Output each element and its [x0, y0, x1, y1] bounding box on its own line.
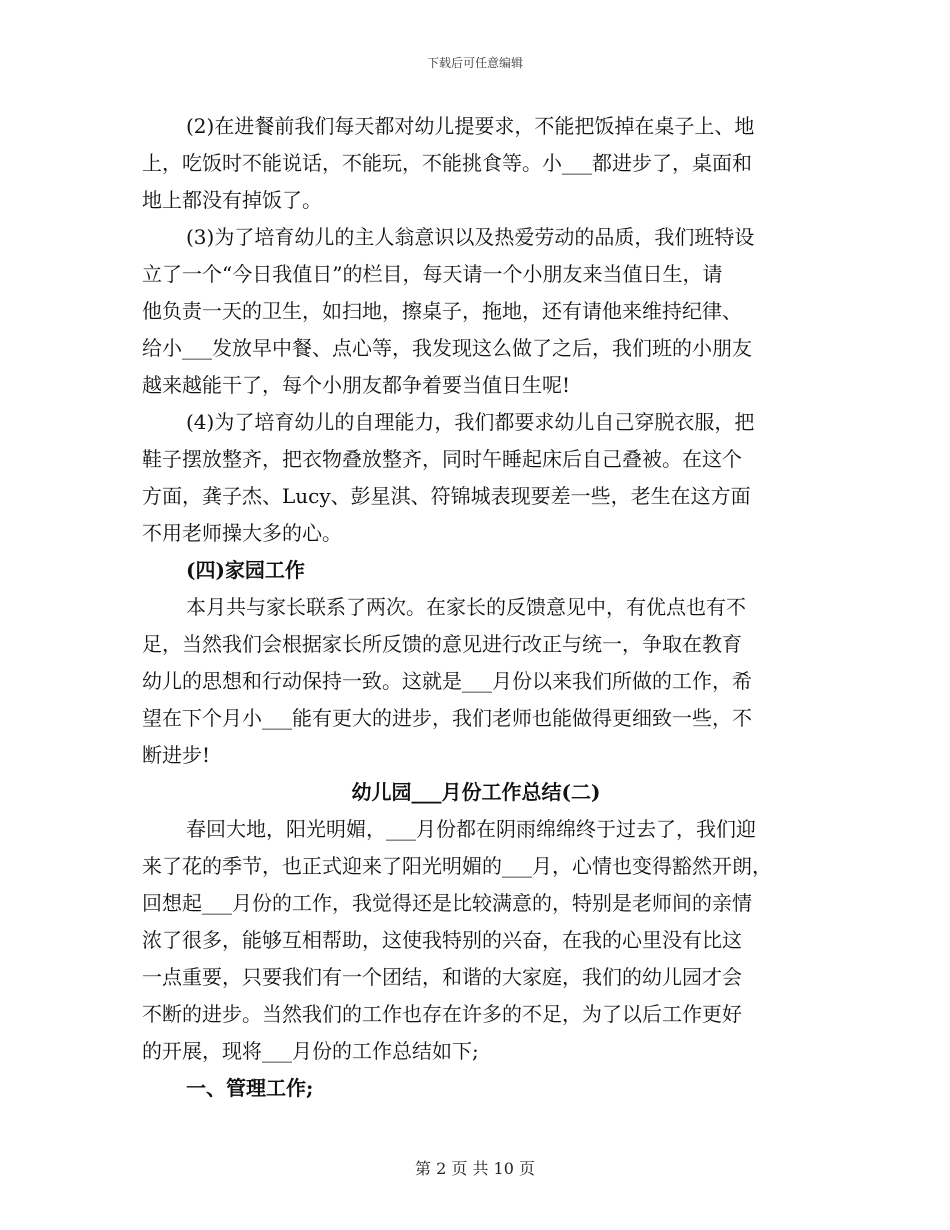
header-note: 下载后可任意编辑: [426, 56, 523, 70]
paragraph-line: 的开展，现将___月份的工作总结如下;: [142, 1039, 479, 1063]
paragraph-line: 望在下个月小___能有更大的进步，我们老师也能做得更细致一些，不: [142, 706, 752, 730]
paragraph-line: (4)为了培育幼儿的自理能力，我们都要求幼儿自己穿脱衣服，把: [186, 410, 755, 434]
paragraph-line: 幼儿的思想和行动保持一致。这就是___月份以来我们所做的工作，希: [142, 669, 752, 693]
paragraph-line: 足，当然我们会根据家长所反馈的意见进行改正与统一，争取在教育: [142, 632, 742, 656]
paragraph-line: 鞋子摆放整齐，把衣物叠放整齐，同时午睡起床后自己叠被。在这个: [142, 447, 742, 471]
paragraph-line: 一点重要，只要我们有一个团结，和谐的大家庭，我们的幼儿园才会: [142, 965, 742, 989]
paragraph-line: 给小___发放早中餐、点心等，我发现这么做了之后，我们班的小朋友: [142, 336, 752, 360]
paragraph-line: 越来越能干了，每个小朋友都争着要当值日生呢!: [142, 373, 571, 397]
document-body: [142, 108, 810, 1107]
paragraph-line: 浓了很多，能够互相帮助，这使我特别的兴奋，在我的心里没有比这: [142, 928, 742, 952]
paragraph-line: (2)在进餐前我们每天都对幼儿提要求，不能把饭掉在桌子上、地: [186, 114, 755, 138]
paragraph-line: 回想起___月份的工作，我觉得还是比较满意的，特别是老师间的亲情: [142, 891, 752, 915]
paragraph-line: 上，吃饭时不能说话，不能玩，不能挑食等。小___都进步了，桌面和: [142, 151, 752, 175]
paragraph-line: 不断的进步。当然我们的工作也存在许多的不足，为了以后工作更好: [142, 1002, 742, 1026]
paragraph-line: 春回大地，阳光明媚，___月份都在阴雨绵绵终于过去了，我们迎: [186, 817, 756, 841]
paragraph-line: 断进步!: [142, 743, 211, 767]
paragraph-line: 地上都没有掉饭了。: [142, 188, 322, 212]
paragraph-line: (3)为了培育幼儿的主人翁意识以及热爱劳动的品质，我们班特设: [186, 225, 755, 249]
section-heading: (四)家园工作: [186, 558, 305, 582]
paragraph-line: 立了一个“今日我值日”的栏目，每天请一个小朋友来当值日生，请: [142, 262, 723, 286]
paragraph-line: 不用老师操大多的心。: [142, 521, 342, 545]
paragraph-line: 来了花的季节，也正式迎来了阳光明媚的___月，心情也变得豁然开朗，: [142, 854, 772, 878]
paragraph-line: 方面，龚子杰、Lucy、彭星淇、符锦城表现要差一些，老生在这方面: [142, 484, 751, 508]
paragraph-line: 本月共与家长联系了两次。在家长的反馈意见中，有优点也有不: [186, 595, 746, 619]
section-heading: 一、管理工作;: [186, 1076, 314, 1100]
page-number: 第 2 页 共 10 页: [415, 1159, 535, 1178]
document-title: 幼儿园___月份工作总结(二): [351, 780, 601, 804]
paragraph-line: 他负责一天的卫生，如扫地，擦桌子，拖地，还有请他来维持纪律、: [142, 299, 742, 323]
